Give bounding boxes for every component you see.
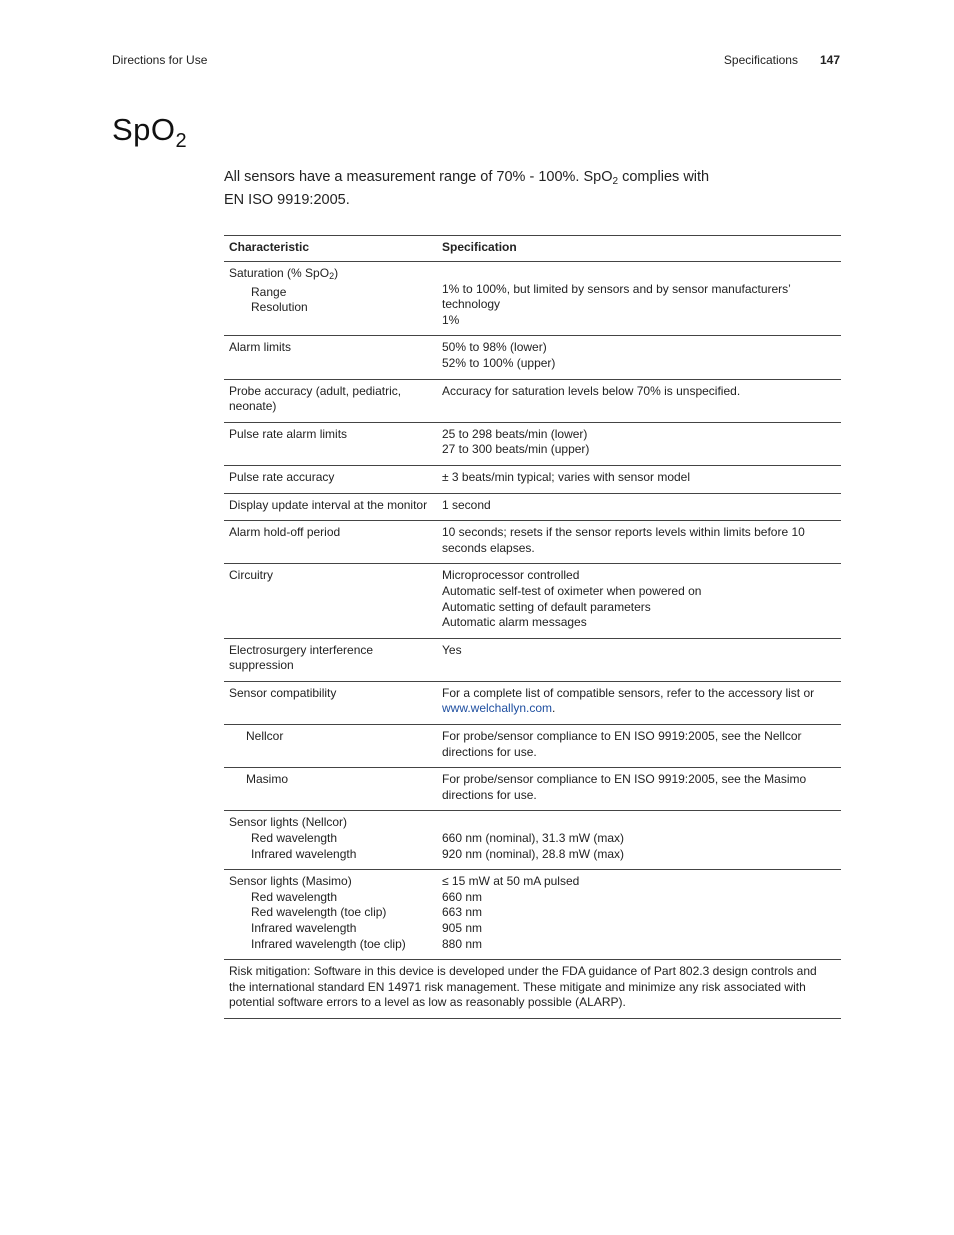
table-row — [224, 725, 841, 768]
table-header-row — [224, 236, 841, 262]
col-header-characteristic: Characteristic — [224, 236, 437, 262]
table-row — [224, 811, 841, 870]
masimo-label: Masimo — [224, 768, 437, 811]
lights-nellcor-value: 660 nm (nominal), 31.3 mW (max) 920 nm (nominal), 28.8 mW (max) — [437, 811, 841, 870]
table-row — [224, 493, 841, 521]
circuitry-value: Microprocessor controlled Automatic self-test of oximeter when powered on Automatic setting of default parameters Automatic alarm messages — [437, 564, 841, 638]
saturation-value: 1% to 100%, but limited by sensors and by sensor manufacturers’ technology 1% — [437, 262, 841, 336]
table-row — [224, 379, 841, 422]
table-row — [224, 465, 841, 493]
circuitry-label: Circuitry — [224, 564, 437, 638]
col-header-specification: Specification — [437, 236, 841, 262]
intro-paragraph: All sensors have a measurement range of 70% - 100%. SpO$_2$ complies with EN ISO 9919:2005. — [224, 169, 710, 208]
table-row — [224, 262, 841, 336]
alarm-limits-value: 50% to 98% (lower) 52% to 100% (upper) — [437, 336, 841, 379]
pulse-accuracy-value: ± 3 beats/min typical; varies with sensor model — [437, 465, 841, 493]
table-row — [224, 638, 841, 681]
table-row — [224, 336, 841, 379]
header-section: Specifications — [723, 53, 798, 67]
electrosurgery-label: Electrosurgery interference suppression — [224, 638, 437, 681]
risk-mitigation-note: Risk mitigation: Software in this device is developed under the FDA guidance of Part 802.3 design controls and the international standard EN 14971 risk management. These mitigate and minimize any risk associated with potential software errors to a level as low as reasonably possible (ALARP). — [224, 960, 841, 1019]
page-number: 147 — [819, 53, 840, 67]
lights-nellcor-label: Sensor lights (Nellcor) Red wavelength Infrared wavelength — [224, 811, 437, 870]
pulse-alarm-label: Pulse rate alarm limits — [224, 422, 437, 465]
display-interval-value: 1 second — [437, 493, 841, 521]
lights-masimo-value: ≤ 15 mW at 50 mA pulsed 660 nm 663 nm 905 nm 880 nm — [437, 870, 841, 960]
pulse-accuracy-label: Pulse rate accuracy — [224, 465, 437, 493]
running-header-left: Directions for Use — [112, 53, 208, 67]
nellcor-value: For probe/sensor compliance to EN ISO 9919:2005, see the Nellcor directions for use. — [437, 725, 841, 768]
electrosurgery-value: Yes — [437, 638, 841, 681]
table-row — [224, 960, 841, 1019]
alarm-holdoff-label: Alarm hold-off period — [224, 521, 437, 564]
alarm-holdoff-value: 10 seconds; resets if the sensor reports levels within limits before 10 seconds elapses. — [437, 521, 841, 564]
table-row — [224, 422, 841, 465]
table-row — [224, 870, 841, 960]
probe-accuracy-label: Probe accuracy (adult, pediatric, neonate) — [224, 379, 437, 422]
page-title: SpO$_2$ — [112, 112, 188, 152]
pulse-alarm-value: 25 to 298 beats/min (lower) 27 to 300 beats/min (upper) — [437, 422, 841, 465]
probe-accuracy-value: Accuracy for saturation levels below 70% is unspecified. — [437, 379, 841, 422]
saturation-label: Saturation (% SpO2) Range Resolution — [224, 262, 437, 336]
nellcor-label: Nellcor — [224, 725, 437, 768]
display-interval-label: Display update interval at the monitor — [224, 493, 437, 521]
lights-masimo-label: Sensor lights (Masimo) Red wavelength Red wavelength (toe clip) Infrared wavelength Infrared wavelength (toe clip) — [224, 870, 437, 960]
spec-table — [224, 235, 841, 1019]
masimo-value: For probe/sensor compliance to EN ISO 9919:2005, see the Masimo directions for use. — [437, 768, 841, 811]
table-row — [224, 521, 841, 564]
table-row — [224, 768, 841, 811]
sensor-compat-label: Sensor compatibility — [224, 681, 437, 724]
table-row — [224, 564, 841, 638]
table-row — [224, 681, 841, 724]
sensor-compat-value: For a complete list of compatible sensors, refer to the accessory list or www.welchallyn.com. — [437, 681, 841, 724]
alarm-limits-label: Alarm limits — [224, 336, 437, 379]
welchallyn-link[interactable]: www.welchallyn.com — [442, 701, 553, 716]
running-header-right — [724, 53, 840, 67]
